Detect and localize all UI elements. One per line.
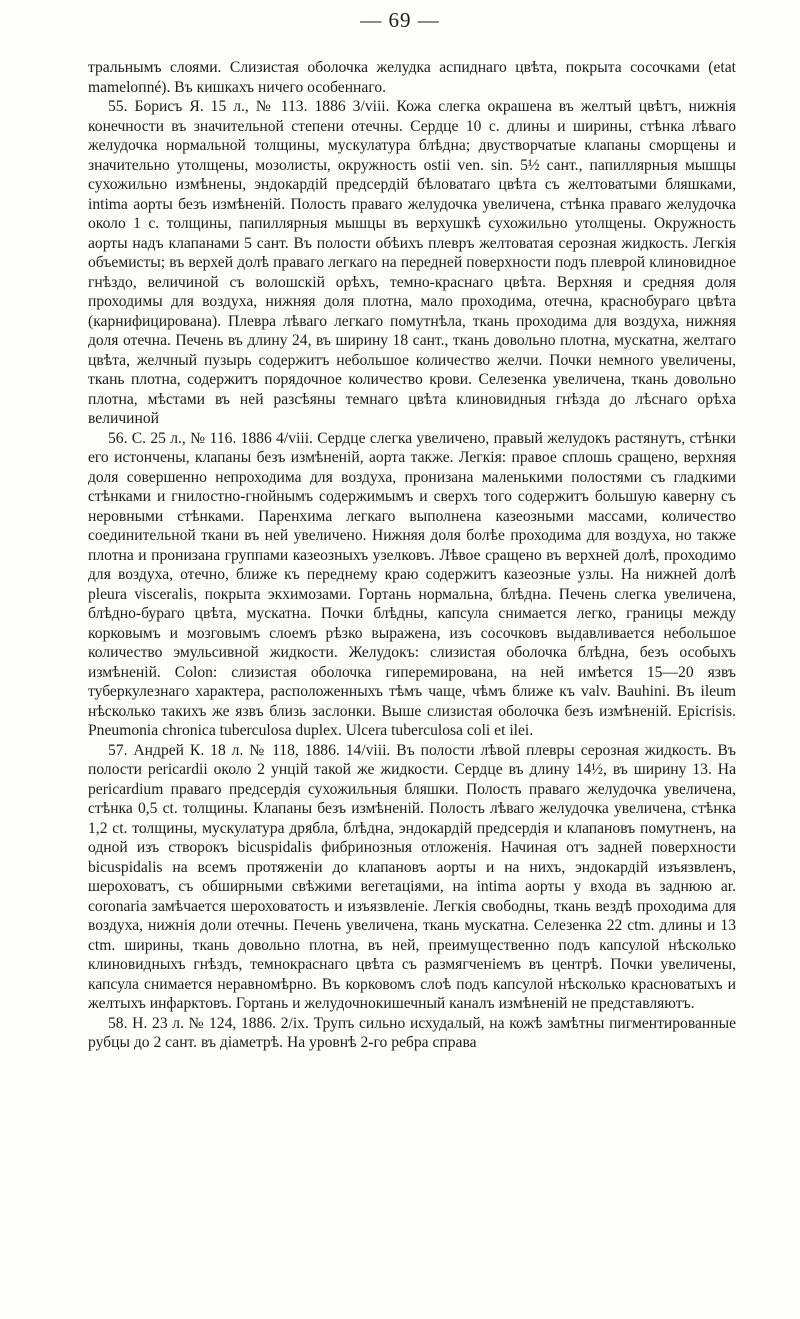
case-entry-56: 56. С. 25 л., № 116. 1886 4/viii. Сердце слегка увеличено, правый желудокъ растянутъ, стѣнки его истончены, клапаны безъ измѣненій, аорта также. Легкія: правое сплошь сращено, верхняя доля совершенно непроходима для воздуха, пронизана маленькими полостями съ гладкими стѣнками и гнилостно-гнойнымъ содержимымъ и сверхъ того содержитъ большую каверну съ неровными стѣнками. Паренхима легкаго выполнена казеозными массами, количество соединительной ткани въ ней увеличено. Нижняя доля болѣе проходима для воздуха, но также плотна и пронизана группами казеозныхъ узелковъ. Лѣвое сращено въ верхней долѣ, проходимо для воздуха, отечно, ближе къ переднему краю содержитъ казеозные узлы. На нижней долѣ pleura visceralis, покрыта экхимозами. Гортань нормальна, блѣдна. Печень слегка увеличена, блѣдно-бураго цвѣта, мускатна. Почки блѣдны, капсула снимается легко, границы между корковымъ и мозговымъ слоемъ рѣзко выражена, изъ сосочковъ выдавливается небольшое количество эмульсивной жидкости. Желудокъ: слизистая оболочка блѣдна, безъ особыхъ измѣненій. Colon: слизистая оболочка гиперемирована, на ней имѣется 15—20 язвъ туберкулезнаго характера, расположенныхъ тѣмъ чаще, чѣмъ ближе къ valv. Bauhini. Въ ileum нѣсколько такихъ же язвъ близь заслонки. Выше слизистая оболочка безъ измѣненій. Epicrisis. Pneumonia chronica tuberculosa duplex. Ulcera tuberculosa coli et ilei.: [88, 429, 736, 739]
case-entry-58: 58. Н. 23 л. № 124, 1886. 2/ix. Трупъ сильно исхудалый, на кожѣ замѣтны пигментированные рубцы до 2 сант. въ діаметрѣ. На уровнѣ 2-го ребра справа: [88, 1014, 736, 1051]
page-body: [88, 58, 736, 1053]
paragraph-continuation: тральнымъ слоями. Слизистая оболочка желудка аспиднаго цвѣта, покрыта сосочками (etat mameloпné). Въ кишкахъ ничего особеннаго.: [88, 59, 736, 96]
page-number: — 69 —: [360, 8, 440, 32]
case-entry-57: 57. Андрей К. 18 л. № 118, 1886. 14/viii. Въ полости лѣвой плевры серозная жидкость. Въ полости pericardii около 2 унцій такой же жидкости. Сердце въ длину 14½, въ ширину 13. На pericardium праваго предсердія сухожильныя бляшки. Полость праваго желудочка увеличена, стѣнка 0,5 ct. толщины. Клапаны безъ измѣненій. Полость лѣваго желудочка увеличена, стѣнка 1,2 ct. толщины, мускулатура дрябла, блѣдна, эндокардій предсердія и клапановъ помутненъ, на одной изъ створокъ bicuspidalis фибринозныя отложенія. Начиная отъ задней поверхности bicuspidalis на всемъ протяженіи до клапановъ аорты и на нихъ, эндокардій изъязвленъ, шероховатъ, съ обширными свѣжими вегетаціями, на intima аорты у входа въ заднюю ar. coronaria замѣчается шероховатость и изъязвленіе. Легкія свободны, ткань вездѣ проходима для воздуха, нижнія доли отечны. Печень увеличена, ткань мускатна. Селезенка 22 ctm. длины и 13 ctm. ширины, ткань довольно плотна, въ ней, преимущественно подъ капсулой нѣсколько клиновидныхъ гнѣздъ, темнокраснаго цвѣта съ размягченіемъ въ центрѣ. Почки увеличены, капсула снимается неравномѣрно. Въ корковомъ слоѣ подъ капсулой нѣсколько красноватыхъ и желтыхъ инфарктовъ. Гортань и желудочнокишечный каналъ измѣненій не представляютъ.: [88, 741, 736, 1012]
case-entry-55: 55. Борисъ Я. 15 л., № 113. 1886 3/viii. Кожа слегка окрашена въ желтый цвѣтъ, нижнія конечности въ значительной степени отечны. Сердце 10 с. длины и ширины, стѣнка лѣваго желудочка нормальной толщины, мускулатура блѣдна; двустворчатые клапаны сморщены и значительно утолщены, мозолисты, окружность ostii ven. sin. 5½ сант., папиллярныя мышцы сухожильно измѣнены, эндокардій предсердій бѣловатаго цвѣта съ желтоватыми бляшками, intima аорты безъ измѣненій. Полость праваго желудочка увеличена, стѣнка праваго желудочка около 1 с. толщины, папиллярныя мышцы въ верхушкѣ сухожильно утолщены. Окружность аорты надъ клапанами 5 сант. Въ полости обѣихъ плевръ желтоватая серозная жидкость. Легкія объемисты; въ верхей долѣ праваго легкаго на передней поверхности подъ плеврой клиновидное гнѣздо, величиной съ волошскій орѣхъ, темно-краснаго цвѣта. Верхняя и средняя доля проходимы для воздуха, нижняя доля плотна, мало проходима, отечна, краснобураго цвѣта (карнифицирована). Плевра лѣваго легкаго помутнѣла, ткань проходима для воздуха, нижняя доля отечна. Печень въ длину 24, въ ширину 18 сант., ткань довольно плотна, мускатна, желтаго цвѣта, желчный пузырь содержитъ небольшое количество желчи. Почки немного увеличены, ткань плотна, содержитъ порядочное количество крови. Селезенка увеличена, ткань довольно плотна, мѣстами въ ней разсѣяны темнаго цвѣта клиновидныя гнѣзда до лѣснаго орѣха величиной: [88, 98, 736, 427]
